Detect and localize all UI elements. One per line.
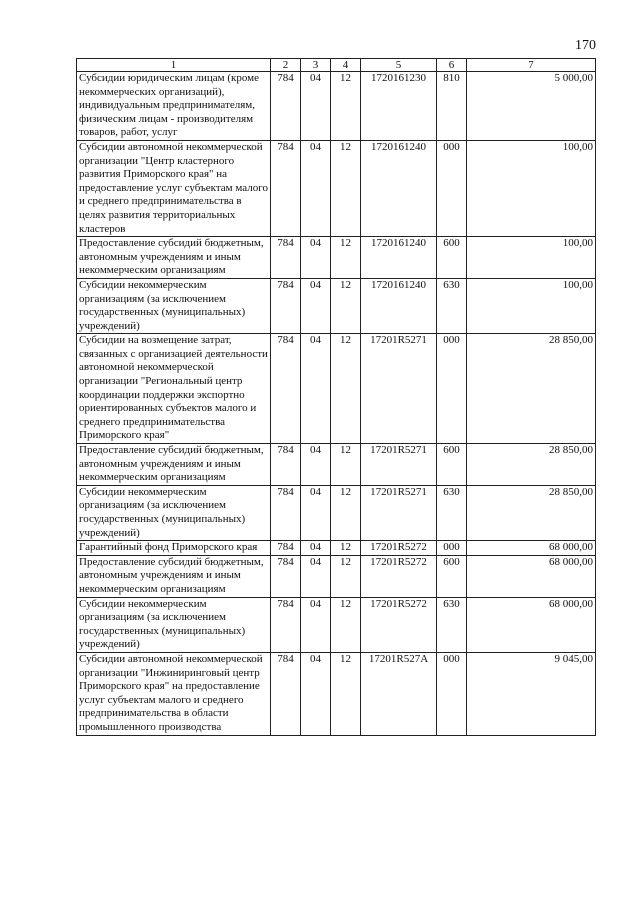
amount-value: 100,00	[467, 237, 596, 279]
page-number: 170	[575, 38, 596, 53]
ministry-code: 784	[271, 444, 301, 486]
expense-type-code: 600	[437, 237, 467, 279]
table-row	[77, 444, 596, 486]
section-code: 04	[301, 237, 331, 279]
table-body	[77, 72, 596, 736]
subsection-code: 12	[331, 485, 361, 540]
row-description: Субсидии некоммерческим организациям (за исключением государственных (муниципальных) учреждений)	[77, 485, 271, 540]
ministry-code: 784	[271, 334, 301, 444]
ministry-code: 784	[271, 278, 301, 333]
ministry-code: 784	[271, 72, 301, 141]
subsection-code: 12	[331, 72, 361, 141]
section-code: 04	[301, 334, 331, 444]
section-code: 04	[301, 72, 331, 141]
amount-value: 68 000,00	[467, 541, 596, 556]
table-row	[77, 541, 596, 556]
column-header: 6	[437, 59, 467, 72]
target-article-code: 17201R527A	[361, 652, 437, 735]
section-code: 04	[301, 652, 331, 735]
table-row	[77, 72, 596, 141]
expense-type-code: 000	[437, 334, 467, 444]
expense-type-code: 000	[437, 541, 467, 556]
column-header: 7	[467, 59, 596, 72]
subsection-code: 12	[331, 334, 361, 444]
row-description: Субсидии автономной некоммерческой организации "Центр кластерного развития Приморского края" на предоставление услуг субъектам малого и среднего предпринимательства в целях развития территориальных кластеров	[77, 140, 271, 236]
amount-value: 5 000,00	[467, 72, 596, 141]
subsection-code: 12	[331, 140, 361, 236]
section-code: 04	[301, 444, 331, 486]
column-header: 5	[361, 59, 437, 72]
expense-type-code: 630	[437, 597, 467, 652]
subsection-code: 12	[331, 555, 361, 597]
subsection-code: 12	[331, 237, 361, 279]
ministry-code: 784	[271, 597, 301, 652]
row-description: Субсидии некоммерческим организациям (за исключением государственных (муниципальных) учреждений)	[77, 278, 271, 333]
row-description: Субсидии автономной некоммерческой организации "Инжиниринговый центр Приморского края" на предоставление услуг субъектам малого и среднего предпринимательства в области промышленного производства	[77, 652, 271, 735]
header-row	[77, 59, 596, 72]
table-row	[77, 278, 596, 333]
column-header: 2	[271, 59, 301, 72]
column-header: 4	[331, 59, 361, 72]
expense-type-code: 600	[437, 444, 467, 486]
subsection-code: 12	[331, 652, 361, 735]
subsection-code: 12	[331, 444, 361, 486]
table-row	[77, 555, 596, 597]
amount-value: 100,00	[467, 278, 596, 333]
target-article-code: 1720161240	[361, 278, 437, 333]
amount-value: 28 850,00	[467, 334, 596, 444]
row-description: Предоставление субсидий бюджетным, автономным учреждениям и иным некоммерческим организациям	[77, 555, 271, 597]
table-row	[77, 485, 596, 540]
ministry-code: 784	[271, 485, 301, 540]
section-code: 04	[301, 140, 331, 236]
target-article-code: 1720161240	[361, 237, 437, 279]
row-description: Гарантийный фонд Приморского края	[77, 541, 271, 556]
target-article-code: 1720161230	[361, 72, 437, 141]
table-row	[77, 597, 596, 652]
amount-value: 28 850,00	[467, 485, 596, 540]
row-description: Субсидии некоммерческим организациям (за исключением государственных (муниципальных) учреждений)	[77, 597, 271, 652]
target-article-code: 17201R5271	[361, 334, 437, 444]
row-description: Предоставление субсидий бюджетным, автономным учреждениям и иным некоммерческим организациям	[77, 237, 271, 279]
ministry-code: 784	[271, 652, 301, 735]
subsection-code: 12	[331, 597, 361, 652]
amount-value: 100,00	[467, 140, 596, 236]
row-description: Субсидии юридическим лицам (кроме некоммерческих организаций), индивидуальным предпринимателям, физическим лицам - производителям товаров, работ, услуг	[77, 72, 271, 141]
column-header: 1	[77, 59, 271, 72]
section-code: 04	[301, 278, 331, 333]
ministry-code: 784	[271, 140, 301, 236]
section-code: 04	[301, 541, 331, 556]
expense-type-code: 600	[437, 555, 467, 597]
expense-type-code: 000	[437, 652, 467, 735]
target-article-code: 17201R5272	[361, 597, 437, 652]
amount-value: 68 000,00	[467, 555, 596, 597]
target-article-code: 17201R5272	[361, 555, 437, 597]
target-article-code: 17201R5271	[361, 444, 437, 486]
row-description: Предоставление субсидий бюджетным, автономным учреждениям и иным некоммерческим организациям	[77, 444, 271, 486]
target-article-code: 1720161240	[361, 140, 437, 236]
section-code: 04	[301, 485, 331, 540]
section-code: 04	[301, 555, 331, 597]
ministry-code: 784	[271, 541, 301, 556]
amount-value: 9 045,00	[467, 652, 596, 735]
amount-value: 28 850,00	[467, 444, 596, 486]
budget-table	[76, 58, 596, 736]
section-code: 04	[301, 597, 331, 652]
table-row	[77, 652, 596, 735]
ministry-code: 784	[271, 237, 301, 279]
target-article-code: 17201R5272	[361, 541, 437, 556]
table-row	[77, 334, 596, 444]
row-description: Субсидии на возмещение затрат, связанных с организацией деятельности автономной некоммерческой организации "Региональный центр координации поддержки экспортно ориентированных субъектов малого и среднего предпринимательства Приморского края"	[77, 334, 271, 444]
expense-type-code: 630	[437, 485, 467, 540]
table-row	[77, 140, 596, 236]
column-header: 3	[301, 59, 331, 72]
target-article-code: 17201R5271	[361, 485, 437, 540]
subsection-code: 12	[331, 541, 361, 556]
ministry-code: 784	[271, 555, 301, 597]
amount-value: 68 000,00	[467, 597, 596, 652]
subsection-code: 12	[331, 278, 361, 333]
expense-type-code: 810	[437, 72, 467, 141]
expense-type-code: 000	[437, 140, 467, 236]
expense-type-code: 630	[437, 278, 467, 333]
table-row	[77, 237, 596, 279]
